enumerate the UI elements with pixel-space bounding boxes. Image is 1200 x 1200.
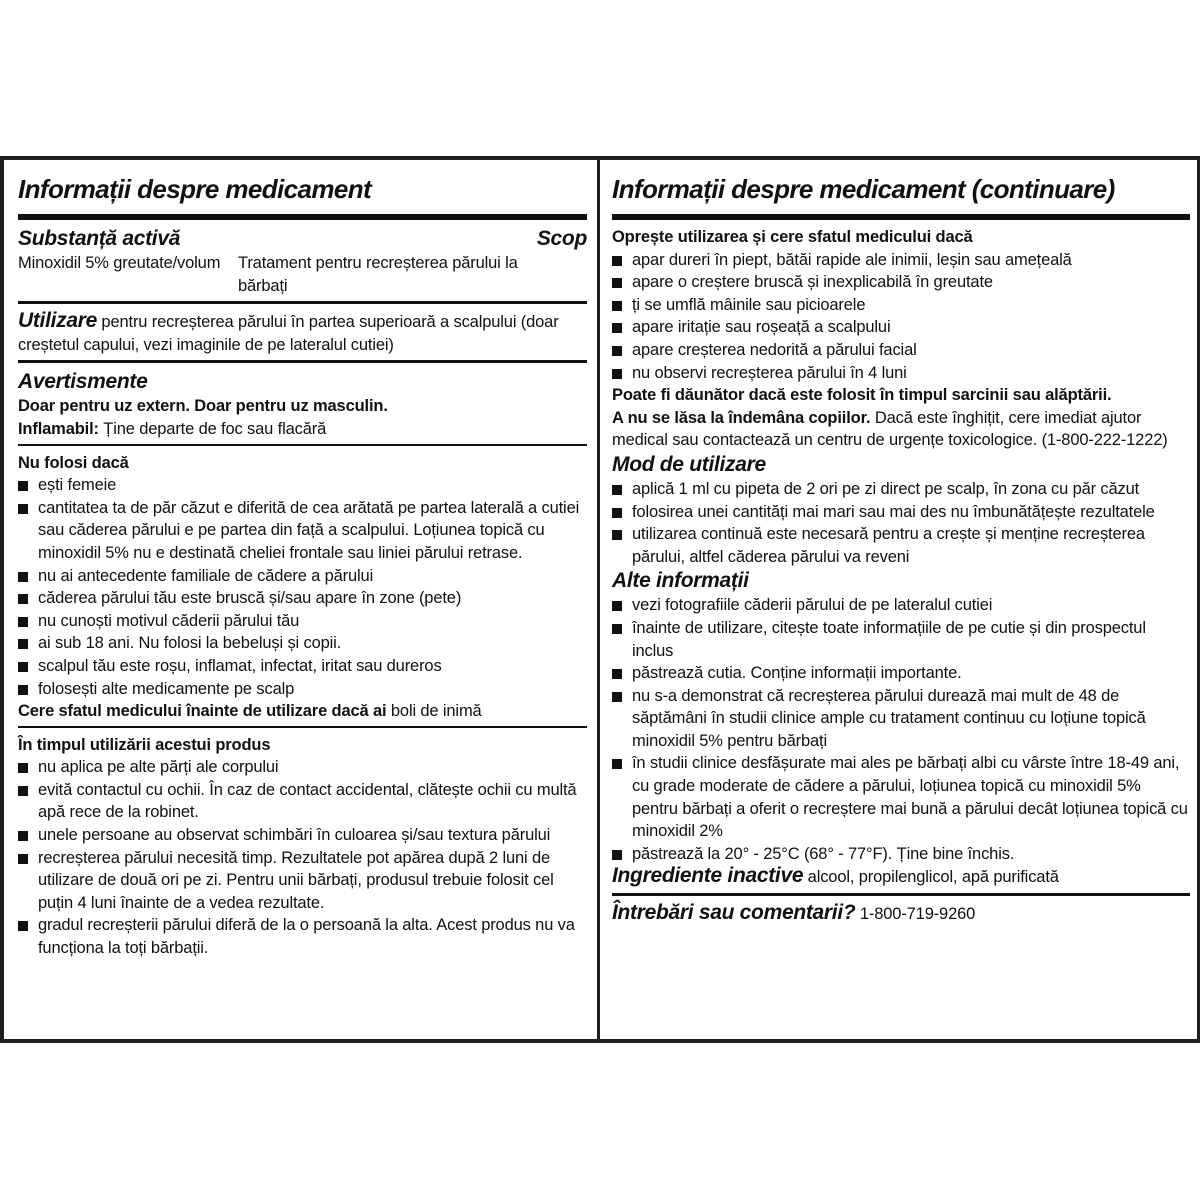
- list-item: [612, 316, 1190, 339]
- list-item-text: folosești alte medicamente pe scalp: [38, 679, 295, 698]
- list-item-text: apare iritație sau roșeață a scalpului: [632, 318, 891, 337]
- list-item-text: ai sub 18 ani. Nu folosi la bebeluși și copii.: [38, 634, 342, 653]
- bullet-icon: [18, 854, 28, 864]
- bullet-icon: [612, 323, 622, 333]
- list-item: [612, 362, 1190, 385]
- list-item-text: cantitatea ta de păr căzut e diferită de cea arătată pe partea laterală a cutiei sau căderea părului e pe partea din față a scalpului. Loțiunea topică cu minoxidil 5% nu e destinată cheliei frontale sau liniei părului retrase.: [38, 498, 580, 562]
- list-item-text: ți se umflă mâinile sau picioarele: [632, 295, 866, 314]
- directions-heading: Mod de utilizare: [612, 452, 766, 476]
- list-item-text: vezi fotografiile căderii părului de pe lateralul cutiei: [632, 596, 993, 615]
- list-item-text: nu aplica pe alte părți ale corpului: [38, 758, 279, 777]
- directions-list: [612, 478, 1190, 568]
- drug-facts-title: Informații despre medicament: [18, 172, 587, 220]
- bullet-icon: [18, 786, 28, 796]
- list-item-text: recreșterea părului necesită timp. Rezultatele pot apărea după 2 luni de utilizare de două ori pe zi. Pentru unii bărbați, produsul trebuie folosit cel puțin 4 luni înainte de a vedea rezultate.: [38, 848, 554, 912]
- list-item-text: ești femeie: [38, 476, 117, 495]
- stop-use-heading: Oprește utilizarea și cere sfatul medicului dacă: [612, 228, 973, 246]
- bullet-icon: [18, 921, 28, 931]
- list-item-text: gradul recreșterii părului diferă de la o persoană la alta. Acest produs nu va funcționa la toți bărbații.: [38, 916, 575, 958]
- list-item: [18, 779, 587, 824]
- list-item: [612, 501, 1190, 524]
- list-item: [612, 594, 1190, 617]
- list-item-text: nu observi recreșterea părului în 4 luni: [632, 363, 907, 382]
- pregnancy-warning: Poate fi dăunător dacă este folosit în timpul sarcinii sau alăptării.: [612, 386, 1112, 405]
- uses-text: pentru recreșterea părului în partea superioară a scalpului (doar creștetul capului, vezi imaginile de pe lateralul cutiei): [18, 313, 559, 354]
- bullet-icon: [612, 759, 622, 769]
- list-item-text: unele persoane au observat schimbări în culoarea și/sau textura părului: [38, 826, 551, 845]
- bullet-icon: [612, 508, 622, 518]
- children-warning: [612, 407, 1190, 452]
- list-item: [612, 662, 1190, 685]
- list-item-text: apare o creștere bruscă și inexplicabilă în greutate: [632, 273, 993, 292]
- bullet-icon: [612, 346, 622, 356]
- bullet-icon: [612, 301, 622, 311]
- bullet-icon: [18, 763, 28, 773]
- bullet-icon: [612, 256, 622, 266]
- section-divider: [18, 360, 587, 363]
- inactive-ingredients-heading: Ingrediente inactive: [612, 864, 804, 888]
- do-not-use-list: [18, 474, 587, 700]
- list-item: [612, 523, 1190, 568]
- children-warning-bold: A nu se lăsa la îndemâna copiilor.: [612, 408, 871, 427]
- list-item-text: nu s-a demonstrat că recreșterea părului durează mai mult de 48 de săptămâni în studii clinice ample cu tratament continuu cu loțiune topică minoxidil 5% pentru bărbați: [632, 686, 1146, 750]
- bullet-icon: [612, 850, 622, 860]
- list-item-text: păstrează cutia. Conține informații importante.: [632, 664, 962, 683]
- ask-doctor-warning: [18, 700, 587, 723]
- active-ingredient-row: [18, 252, 587, 297]
- section-divider: [612, 893, 1190, 896]
- bullet-icon: [18, 481, 28, 491]
- section-divider: [18, 444, 587, 446]
- active-ingredient-header: [18, 226, 587, 252]
- bullet-icon: [612, 624, 622, 634]
- flammable-label: Inflamabil:: [18, 419, 99, 438]
- list-item: [612, 752, 1190, 842]
- list-item-text: în studii clinice desfășurate mai ales pe bărbați albi cu vârste între 18-49 ani, cu grade moderate de cădere a părului, loțiunea topică cu minoxidil 5% pentru bărbați a oferit o recreștere mai bună a părului decât loțiunea topică cu minoxidil 2%: [632, 754, 1188, 841]
- list-item-text: înainte de utilizare, citește toate informațiile de pe cutie și din prospectul inclus: [632, 618, 1146, 660]
- other-info-heading: Alte informații: [612, 569, 749, 593]
- right-column: [600, 160, 1200, 1039]
- bullet-icon: [18, 685, 28, 695]
- questions: [612, 902, 1190, 926]
- bullet-icon: [612, 485, 622, 495]
- uses-heading: Utilizare: [18, 309, 97, 333]
- list-item-text: folosirea unei cantități mai mari sau mai des nu îmbunătățește rezultatele: [632, 502, 1155, 521]
- list-item: [18, 587, 587, 610]
- bullet-icon: [612, 601, 622, 611]
- list-item-text: apare creșterea nedorită a părului facial: [632, 340, 917, 359]
- list-item-text: utilizarea continuă este necesară pentru a crește și menține recreșterea părului, altfel căderea părului va reveni: [632, 525, 1145, 566]
- do-not-use-heading: Nu folosi dacă: [18, 453, 129, 472]
- section-divider: [18, 726, 587, 728]
- other-info-list: [612, 594, 1190, 865]
- external-use-warning: Doar pentru uz extern. Doar pentru uz masculin.: [18, 397, 388, 416]
- list-item: [18, 655, 587, 678]
- bullet-icon: [612, 530, 622, 540]
- list-item: [18, 847, 587, 915]
- section-divider: [18, 301, 587, 304]
- bullet-icon: [18, 639, 28, 649]
- bullet-icon: [18, 594, 28, 604]
- list-item: [18, 610, 587, 633]
- list-item: [18, 756, 587, 779]
- flammable-warning: [18, 418, 587, 441]
- list-item: [612, 271, 1190, 294]
- list-item: [18, 824, 587, 847]
- purpose-value: Tratament pentru recreșterea părului la bărbați: [238, 254, 518, 295]
- bullet-icon: [18, 662, 28, 672]
- list-item: [612, 249, 1190, 272]
- questions-phone: 1-800-719-9260: [855, 905, 976, 924]
- list-item-text: nu cunoști motivul căderii părului tău: [38, 611, 300, 630]
- bullet-icon: [18, 617, 28, 627]
- flammable-text: Ține departe de foc sau flacără: [98, 419, 327, 438]
- inactive-ingredients-text: alcool, propilenglicol, apă purificată: [803, 868, 1059, 887]
- list-item: [18, 497, 587, 565]
- active-ingredient-value: Minoxidil 5% greutate/volum: [18, 254, 221, 272]
- drug-facts-continued-title: Informații despre medicament (continuare): [612, 172, 1190, 220]
- list-item-text: căderea părului tău este bruscă și/sau apare în zone (pete): [38, 589, 462, 608]
- active-ingredient-heading: Substanță activă: [18, 227, 181, 250]
- stop-use-list: [612, 249, 1190, 385]
- bullet-icon: [612, 692, 622, 702]
- purpose-heading: Scop: [536, 227, 587, 250]
- list-item-text: evită contactul cu ochii. În caz de contact accidental, clătește ochii cu multă apă rece de la robinet.: [38, 780, 577, 822]
- list-item-text: scalpul tău este roșu, inflamat, infectat, iritat sau dureros: [38, 656, 442, 675]
- when-using-list: [18, 756, 587, 959]
- uses-section: [18, 310, 587, 356]
- list-item: [18, 678, 587, 701]
- list-item: [612, 617, 1190, 662]
- list-item: [18, 632, 587, 655]
- bullet-icon: [612, 369, 622, 379]
- list-item: [612, 685, 1190, 753]
- questions-heading: Întrebări sau comentarii?: [612, 901, 856, 925]
- list-item: [612, 478, 1190, 501]
- bullet-icon: [18, 504, 28, 514]
- list-item-text: apar dureri în piept, bătăi rapide ale inimii, leșin sau amețeală: [632, 250, 1072, 269]
- bullet-icon: [18, 831, 28, 841]
- list-item: [612, 339, 1190, 362]
- list-item-text: păstrează la 20° - 25°C (68° - 77°F). Ține bine închis.: [632, 844, 1015, 863]
- bullet-icon: [612, 278, 622, 288]
- inactive-ingredients: [612, 865, 1190, 889]
- bullet-icon: [18, 572, 28, 582]
- list-item-text: nu ai antecedente familiale de cădere a părului: [38, 566, 374, 585]
- when-using-heading: În timpul utilizării acestui produs: [18, 735, 271, 754]
- warnings-heading: Avertismente: [18, 370, 148, 394]
- list-item: [18, 565, 587, 588]
- drug-facts-label: [0, 156, 1200, 1043]
- ask-doctor-text: boli de inimă: [386, 702, 482, 721]
- ask-doctor-bold: Cere sfatul medicului înainte de utilizare dacă ai: [18, 702, 387, 721]
- list-item: [612, 294, 1190, 317]
- children-warning-text: Dacă este înghițit, cere imediat ajutor medical sau contactează un centru de urgențe toxicologice. (1-800-222-1222): [612, 408, 1168, 450]
- list-item: [18, 474, 587, 497]
- list-item: [18, 914, 587, 959]
- left-column: [4, 160, 597, 1039]
- list-item-text: aplică 1 ml cu pipeta de 2 ori pe zi direct pe scalp, în zona cu păr căzut: [632, 479, 1140, 498]
- list-item: [612, 843, 1190, 866]
- bullet-icon: [612, 669, 622, 679]
